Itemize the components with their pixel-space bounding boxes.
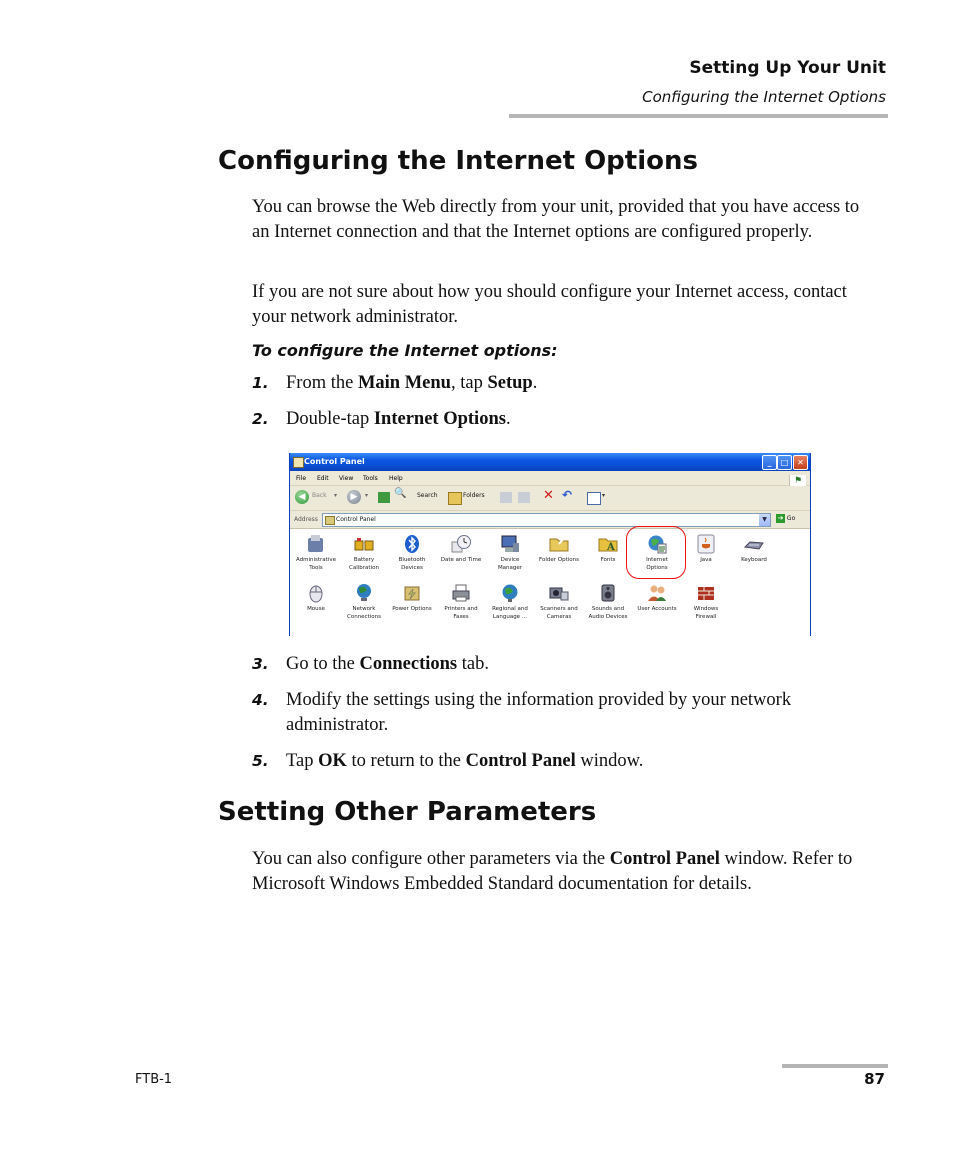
control-panel-icon-area xyxy=(290,529,810,636)
address-value: Control Panel xyxy=(336,516,376,523)
java-item[interactable]: Java xyxy=(681,534,731,565)
minimize-button[interactable]: _ xyxy=(762,455,777,470)
address-label: Address xyxy=(294,516,318,523)
section-title-internet-options: Configuring the Internet Options xyxy=(218,146,698,176)
admin-tools-item[interactable]: Administrative Tools xyxy=(291,534,341,572)
menu-edit[interactable]: Edit xyxy=(317,475,329,482)
step-5: 5. Tap OK to return to the Control Panel window. xyxy=(252,749,877,774)
step-2: 2. Double-tap Internet Options. xyxy=(252,407,877,432)
intro-paragraph: You can browse the Web directly from your unit, provided that you have access to an Internet connection and that the Internet options are configured properly. xyxy=(252,197,860,242)
bold-term: Control Panel xyxy=(465,751,576,771)
control-panel-icon xyxy=(293,457,304,468)
step-number: 2. xyxy=(252,410,269,428)
fonts-folder-icon xyxy=(598,534,618,554)
bold-term: Internet Options xyxy=(373,409,506,429)
fonts-item[interactable]: A Fonts xyxy=(583,534,633,565)
battery-calibration-item[interactable]: Battery Calibration xyxy=(339,534,389,572)
users-icon xyxy=(647,583,667,603)
regional-language-item[interactable]: Regional and Language ... xyxy=(485,583,535,621)
java-icon xyxy=(696,534,716,554)
regional-globe-icon xyxy=(500,583,520,603)
copy-to-icon[interactable] xyxy=(518,492,530,503)
procedure-title: To configure the Internet options: xyxy=(252,341,558,360)
back-dropdown-icon[interactable]: ▾ xyxy=(334,492,338,499)
folder-icon xyxy=(549,534,569,554)
go-label: Go xyxy=(786,515,796,522)
menu-bar xyxy=(290,471,810,486)
network-icon xyxy=(354,583,374,603)
other-parameters-paragraph: You can also configure other parameters via the Control Panel window. Refer to Microsoft Windows Embedded Standard documentation for details. xyxy=(252,849,853,894)
control-panel-window xyxy=(289,453,811,636)
admin-tools-icon xyxy=(306,534,326,554)
running-header-section: Configuring the Internet Options xyxy=(642,88,886,106)
mouse-icon xyxy=(306,583,326,603)
firewall-icon xyxy=(696,583,716,603)
internet-options-highlight-circle xyxy=(626,526,686,579)
internet-options-item[interactable]: Internet Options xyxy=(632,534,682,572)
power-options-item[interactable]: Power Options xyxy=(387,583,437,614)
section-title-other-parameters: Setting Other Parameters xyxy=(218,797,597,827)
clock-icon xyxy=(451,534,471,554)
window-titlebar xyxy=(290,453,810,471)
forward-dropdown-icon[interactable]: ▾ xyxy=(365,492,369,499)
address-field[interactable] xyxy=(322,513,771,527)
advice-paragraph: If you are not sure about how you should configure your Internet access, contact your network administrator. xyxy=(252,282,847,327)
sounds-audio-item[interactable]: Sounds and Audio Devices xyxy=(583,583,633,621)
footer-rule xyxy=(782,1064,888,1068)
user-accounts-item[interactable]: User Accounts xyxy=(632,583,682,614)
menu-file[interactable]: File xyxy=(296,475,307,482)
menu-help[interactable]: Help xyxy=(389,475,403,482)
computer-icon xyxy=(500,534,520,554)
bold-term: Main Menu xyxy=(357,373,451,393)
step-4: 4. Modify the settings using the information provided by your network administrator. xyxy=(252,690,792,735)
views-icon[interactable] xyxy=(587,492,601,505)
scanners-cameras-item[interactable]: Scanners and Cameras xyxy=(534,583,584,621)
scanner-icon xyxy=(549,583,569,603)
address-dropdown-icon[interactable]: ▼ xyxy=(759,514,770,526)
address-bar xyxy=(290,511,810,529)
delete-icon[interactable]: ✕ xyxy=(543,488,554,503)
bold-term: Connections xyxy=(359,654,458,674)
network-connections-item[interactable]: Network Connections xyxy=(339,583,389,621)
bluetooth-icon xyxy=(402,534,422,554)
bold-term: OK xyxy=(318,751,347,771)
step-number: 4. xyxy=(252,691,269,709)
speaker-icon xyxy=(598,583,618,603)
svg-text:A: A xyxy=(607,542,615,553)
step-1: 1. From the Main Menu, tap Setup. xyxy=(252,371,877,396)
windows-flag-icon: ⚑ xyxy=(789,475,806,487)
bold-term: Control Panel xyxy=(609,849,720,869)
menu-view[interactable]: View xyxy=(339,475,354,482)
go-button[interactable] xyxy=(776,514,795,523)
battery-icon xyxy=(354,534,374,554)
search-icon[interactable]: 🔍 xyxy=(394,488,407,499)
undo-icon[interactable]: ↶ xyxy=(562,488,573,502)
bold-term: Setup xyxy=(487,373,533,393)
bluetooth-devices-item[interactable]: Bluetooth Devices xyxy=(387,534,437,572)
go-arrow-icon: ➔ xyxy=(777,514,784,522)
control-panel-small-icon xyxy=(325,516,335,525)
printers-faxes-item[interactable]: Printers and Faxes xyxy=(436,583,486,621)
step-3: 3. Go to the Connections tab. xyxy=(252,652,877,677)
folders-icon[interactable] xyxy=(448,492,462,505)
toolbar xyxy=(290,486,810,511)
page-number: 87 xyxy=(864,1070,885,1088)
up-folder-icon[interactable] xyxy=(378,492,390,503)
header-rule xyxy=(509,114,888,118)
mouse-item[interactable]: Mouse xyxy=(291,583,341,614)
forward-arrow-icon[interactable]: ▶ xyxy=(347,490,361,504)
running-header-chapter: Setting Up Your Unit xyxy=(689,58,886,78)
folder-options-item[interactable]: Folder Options xyxy=(534,534,584,565)
device-manager-item[interactable]: Device Manager xyxy=(485,534,535,572)
window-title: Control Panel xyxy=(304,457,365,466)
close-button[interactable]: ✕ xyxy=(793,455,808,470)
windows-firewall-item[interactable]: Windows Firewall xyxy=(681,583,731,621)
folders-label[interactable]: Folders xyxy=(463,492,485,499)
step-number: 5. xyxy=(252,752,269,770)
maximize-button[interactable]: □ xyxy=(777,455,792,470)
date-time-item[interactable]: Date and Time xyxy=(436,534,486,565)
power-icon xyxy=(402,583,422,603)
back-arrow-icon[interactable]: ◀ xyxy=(295,490,309,504)
footer-product: FTB-1 xyxy=(135,1072,173,1087)
views-dropdown-icon[interactable]: ▾ xyxy=(602,492,606,499)
move-to-icon[interactable] xyxy=(500,492,512,503)
step-number: 1. xyxy=(252,374,269,392)
menu-tools[interactable]: Tools xyxy=(363,475,378,482)
back-label[interactable]: Back xyxy=(312,492,327,499)
printer-icon xyxy=(451,583,471,603)
search-label[interactable]: Search xyxy=(417,492,438,499)
step-number: 3. xyxy=(252,655,269,673)
keyboard-item[interactable]: Keyboard xyxy=(729,534,779,565)
keyboard-icon xyxy=(744,534,764,554)
